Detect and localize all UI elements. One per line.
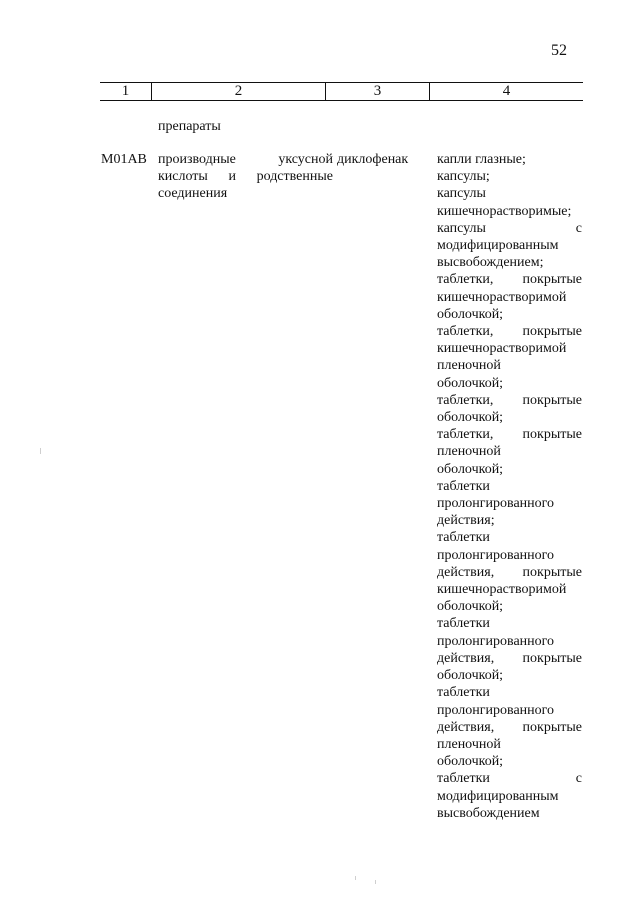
dosage-form-line: таблетки, покрытые — [437, 272, 582, 288]
page-number: 52 — [551, 42, 567, 59]
dosage-form-line: действия, покрытые — [437, 650, 582, 666]
dosage-form-line: модифицированным — [437, 238, 559, 254]
column-header-4: 4 — [502, 83, 511, 99]
scan-mark — [40, 448, 41, 454]
dosage-form-line: таблетки, покрытые — [437, 392, 582, 408]
group-line: соединения — [158, 186, 228, 201]
column-header-2: 2 — [152, 83, 326, 100]
dosage-form-line: кишечнорастворимые; — [437, 203, 572, 219]
dosage-form-line: таблетки — [437, 530, 490, 546]
dosage-form-line: пролонгированного — [437, 547, 555, 563]
dosage-form-line: пленочной — [437, 358, 501, 374]
dosage-form-line: действия, покрытые — [437, 564, 582, 580]
dosage-form-line: пролонгированного — [437, 633, 555, 649]
dosage-form-line: капсулы — [437, 186, 486, 202]
atc-code: M01AB — [101, 152, 147, 167]
scan-mark — [355, 876, 356, 880]
dosage-form-line: таблетки — [437, 685, 490, 701]
dosage-form-line: оболочкой; — [437, 410, 504, 426]
dosage-form-line: оболочкой; — [437, 754, 504, 770]
dosage-form-line: капли глазные; — [437, 152, 526, 167]
dosage-form-line: высвобождением — [437, 805, 540, 821]
dosage-form-line: таблетки — [437, 616, 490, 632]
column-header-3: 3 — [326, 83, 430, 100]
group-line: производные уксусной — [158, 152, 333, 167]
dosage-form-line: капсулы; — [437, 169, 490, 185]
continued-group-text: препараты — [158, 119, 221, 134]
dosage-form-line: высвобождением; — [437, 255, 544, 271]
dosage-form-line: таблетки, покрытые — [437, 427, 582, 443]
dosage-forms — [437, 151, 582, 822]
dosage-form-line: действия; — [437, 513, 495, 529]
dosage-form-line: модифицированным — [437, 788, 559, 804]
dosage-form-line: оболочкой; — [437, 306, 504, 322]
dosage-form-line: капсулы с — [437, 220, 582, 236]
dosage-form-line: кишечнорастворимой — [437, 582, 567, 598]
dosage-form-line: таблетки, покрытые — [437, 324, 582, 340]
dosage-form-line: кишечнорастворимой — [437, 289, 567, 305]
dosage-form-line: пролонгированного — [437, 702, 555, 718]
dosage-form-line: оболочкой; — [437, 461, 504, 477]
dosage-form-line: оболочкой; — [437, 599, 504, 615]
drug-name: диклофенак — [337, 152, 409, 167]
dosage-form-line: кишечнорастворимой — [437, 341, 567, 357]
pharmacological-group — [158, 151, 333, 202]
group-line: кислоты и родственные — [158, 169, 333, 184]
dosage-form-line: действия, покрытые — [437, 719, 582, 735]
dosage-form-line: пленочной — [437, 444, 501, 460]
dosage-form-line: таблетки — [437, 478, 490, 494]
dosage-form-line: оболочкой; — [437, 668, 504, 684]
dosage-form-line: пленочной — [437, 736, 501, 752]
dosage-form-line: таблетки с — [437, 771, 582, 787]
dosage-form-line: пролонгированного — [437, 496, 555, 512]
dosage-form-line: оболочкой; — [437, 375, 504, 391]
column-header-1: 1 — [100, 83, 152, 100]
column-header-row — [100, 82, 583, 101]
scan-mark — [375, 880, 376, 884]
